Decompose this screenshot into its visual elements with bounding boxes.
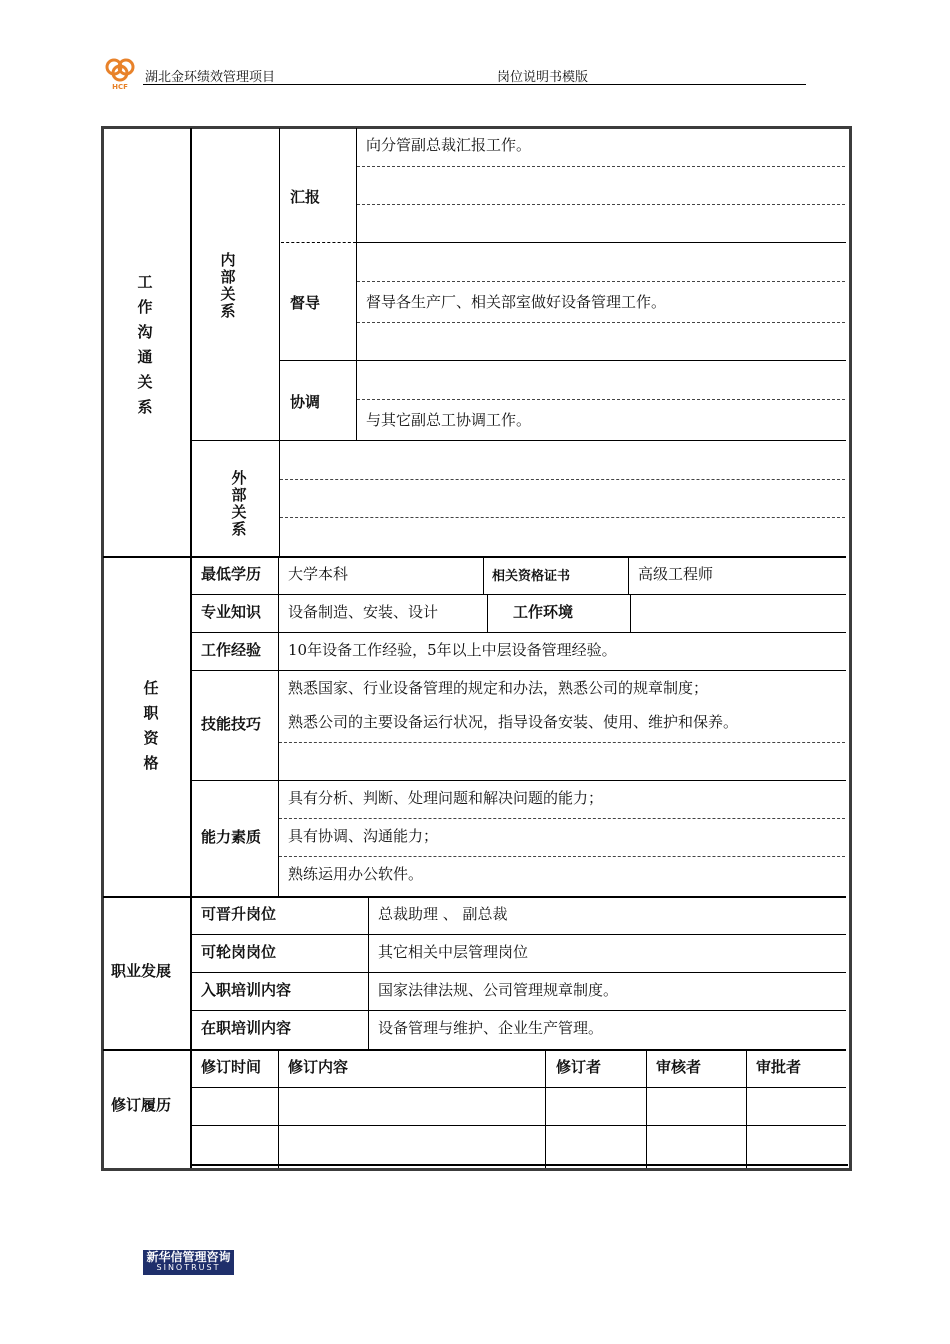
supervise-text: 督导各生产厂、相关部室做好设备管理工作。 bbox=[366, 293, 667, 311]
onboard-training-value: 国家法律法规、公司管理规章制度。 bbox=[378, 981, 619, 999]
experience-value: 10年设备工作经验，5年以上中层设备管理经验。 bbox=[288, 641, 617, 659]
knowledge-label: 专业知识 bbox=[201, 603, 262, 621]
external-relations-label: 外部关系 bbox=[231, 469, 247, 538]
skills-label: 技能技巧 bbox=[201, 715, 262, 733]
min-education-value: 大学本科 bbox=[288, 565, 349, 583]
revision-col-reviser: 修订者 bbox=[556, 1058, 602, 1076]
section-qualification-label: 任职资格 bbox=[143, 679, 159, 772]
revision-col-approver: 审批者 bbox=[756, 1058, 802, 1076]
section-revision-label: 修订履历 bbox=[111, 1096, 172, 1114]
min-education-label: 最低学历 bbox=[201, 565, 262, 583]
supervise-label: 督导 bbox=[290, 294, 321, 312]
certificate-value: 高级工程师 bbox=[638, 565, 714, 583]
header-rule bbox=[143, 84, 806, 85]
ability-line-2: 具有协调、沟通能力； bbox=[288, 827, 439, 845]
revision-col-time: 修订时间 bbox=[201, 1058, 262, 1076]
ability-line-1: 具有分析、判断、处理问题和解决问题的能力； bbox=[288, 789, 604, 807]
internal-relations-label: 内部关系 bbox=[220, 251, 236, 320]
footer-logo-en: SINOTRUST bbox=[156, 1263, 221, 1272]
inservice-training-value: 设备管理与维护、企业生产管理。 bbox=[378, 1019, 604, 1037]
onboard-training-label: 入职培训内容 bbox=[201, 981, 292, 999]
work-environment-label: 工作环境 bbox=[513, 603, 574, 621]
rotation-value: 其它相关中层管理岗位 bbox=[378, 943, 529, 961]
revision-col-reviewer: 审核者 bbox=[656, 1058, 702, 1076]
footer-consulting-logo bbox=[143, 1250, 234, 1275]
revision-col-content: 修订内容 bbox=[288, 1058, 349, 1076]
skills-line-2: 熟悉公司的主要设备运行状况，指导设备安装、使用、维护和保养。 bbox=[288, 713, 739, 731]
header-project-name: 湖北金环绩效管理项目 bbox=[145, 70, 276, 85]
svg-text:HCF: HCF bbox=[112, 83, 128, 91]
footer-logo-cn: 新华信管理咨询 bbox=[146, 1250, 231, 1264]
report-text: 向分管副总裁汇报工作。 bbox=[366, 136, 532, 154]
ability-label: 能力素质 bbox=[201, 828, 262, 846]
section-communication-label: 工作沟通关系 bbox=[137, 273, 153, 416]
report-label: 汇报 bbox=[290, 188, 321, 206]
rotation-label: 可轮岗岗位 bbox=[201, 943, 277, 961]
promotion-value: 总裁助理 、 副总裁 bbox=[378, 905, 508, 923]
inservice-training-label: 在职培训内容 bbox=[201, 1019, 292, 1037]
coordinate-text: 与其它副总工协调工作。 bbox=[366, 411, 532, 429]
experience-label: 工作经验 bbox=[201, 641, 262, 659]
promotion-label: 可晋升岗位 bbox=[201, 905, 277, 923]
section-career-label: 职业发展 bbox=[111, 962, 172, 980]
company-logo bbox=[100, 55, 140, 91]
certificate-label: 相关资格证书 bbox=[492, 569, 571, 584]
skills-line-1: 熟悉国家、行业设备管理的规定和办法，熟悉公司的规章制度； bbox=[288, 679, 709, 697]
coordinate-label: 协调 bbox=[290, 393, 321, 411]
knowledge-value: 设备制造、安装、设计 bbox=[288, 603, 439, 621]
header-doc-title: 岗位说明书模版 bbox=[497, 70, 589, 85]
ability-line-3: 熟练运用办公软件。 bbox=[288, 865, 424, 883]
